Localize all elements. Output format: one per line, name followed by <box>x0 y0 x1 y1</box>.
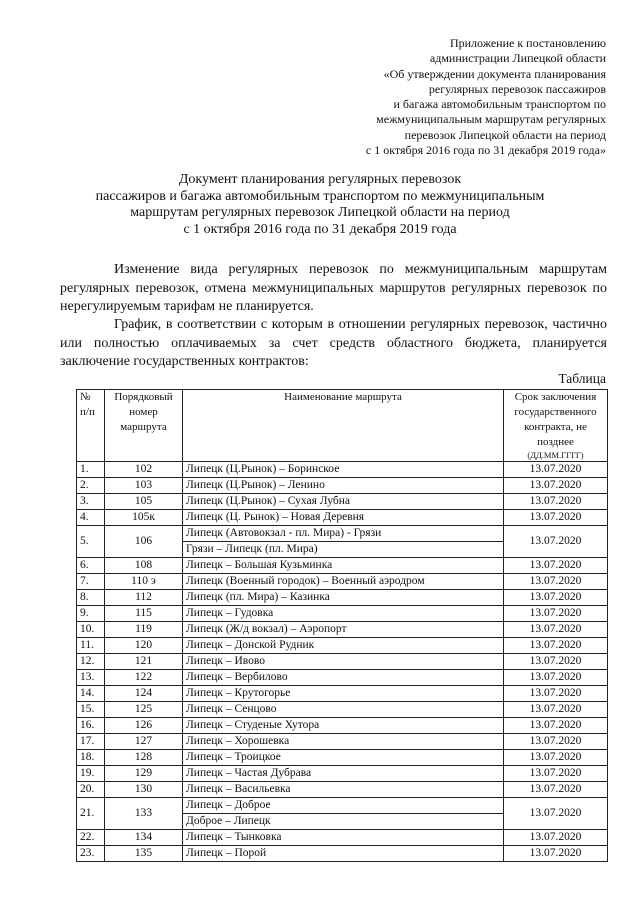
table-row <box>77 654 608 670</box>
routes-table <box>76 389 608 862</box>
row-number: 5. <box>77 526 105 558</box>
table-row <box>77 782 608 798</box>
header-deadline-format: (ДД.ММ.ГГГГ) <box>527 450 584 460</box>
contract-deadline: 13.07.2020 <box>504 622 608 638</box>
table-row <box>77 494 608 510</box>
contract-deadline: 13.07.2020 <box>504 638 608 654</box>
paragraph-contract-schedule: График, в соответствии с которым в отношении регулярных перевозок, частично или полностью оплачиваемых за счет средств областного бюджета, планируется заключение государственных контрактов: <box>60 317 607 369</box>
contract-deadline: 13.07.2020 <box>504 750 608 766</box>
row-number: 18. <box>77 750 105 766</box>
table-row <box>77 734 608 750</box>
row-number: 1. <box>77 462 105 478</box>
header-route-name: Наименование маршрута <box>183 390 504 462</box>
contract-deadline: 13.07.2020 <box>504 574 608 590</box>
route-code: 133 <box>105 798 183 830</box>
table-row <box>77 526 608 542</box>
row-number: 15. <box>77 702 105 718</box>
table-row <box>77 750 608 766</box>
table-row <box>77 702 608 718</box>
route-name: Липецк – Васильевка <box>183 782 504 798</box>
route-name: Липецк – Хорошевка <box>183 734 504 750</box>
table-row <box>77 830 608 846</box>
route-code: 105к <box>105 510 183 526</box>
row-number: 17. <box>77 734 105 750</box>
route-name: Липецк – Большая Кузьминка <box>183 558 504 574</box>
route-name: Липецк – Студеные Хутора <box>183 718 504 734</box>
route-name: Липецк – Порой <box>183 846 504 862</box>
title-line: пассажиров и багажа автомобильным транспортом по межмуниципальным <box>95 188 545 204</box>
route-name: Липецк (Ц.Рынок) – Боринское <box>183 462 504 478</box>
appendix-line: «Об утверждении документа планирования <box>383 66 606 81</box>
contract-deadline: 13.07.2020 <box>504 494 608 510</box>
route-code: 128 <box>105 750 183 766</box>
row-number: 3. <box>77 494 105 510</box>
route-code: 119 <box>105 622 183 638</box>
table-row <box>77 686 608 702</box>
route-name: Липецк – Доброе <box>183 798 504 814</box>
route-name: Липецк (Военный городок) – Военный аэродром <box>183 574 504 590</box>
table-row <box>77 478 608 494</box>
route-name: Липецк (Ц.Рынок) – Ленино <box>183 478 504 494</box>
table-row <box>77 622 608 638</box>
row-number: 21. <box>77 798 105 830</box>
route-name: Липецк – Донской Рудник <box>183 638 504 654</box>
title-line: маршрутам регулярных перевозок Липецкой области на период <box>130 205 510 220</box>
row-number: 9. <box>77 606 105 622</box>
paragraph-tariff-change: Изменение вида регулярных перевозок по межмуниципальным маршрутам регулярных перевозок, отмена межмуниципальных маршрутов регулярных перевозок по нерегулируемым тарифам не планируется. <box>60 262 607 314</box>
route-code: 127 <box>105 734 183 750</box>
header-deadline-label: Срок заключения государственного контракта, не позднее <box>514 391 597 448</box>
table-row <box>77 670 608 686</box>
route-code: 102 <box>105 462 183 478</box>
route-name: Липецк – Гудовка <box>183 606 504 622</box>
contract-deadline: 13.07.2020 <box>504 526 608 558</box>
contract-deadline: 13.07.2020 <box>504 766 608 782</box>
document-title <box>60 172 580 238</box>
route-code: 105 <box>105 494 183 510</box>
row-number: 16. <box>77 718 105 734</box>
row-number: 2. <box>77 478 105 494</box>
table-row <box>77 606 608 622</box>
contract-deadline: 13.07.2020 <box>504 798 608 830</box>
row-number: 10. <box>77 622 105 638</box>
table-row <box>77 574 608 590</box>
route-code: 110 э <box>105 574 183 590</box>
contract-deadline: 13.07.2020 <box>504 654 608 670</box>
table-row <box>77 590 608 606</box>
route-code: 125 <box>105 702 183 718</box>
row-number: 7. <box>77 574 105 590</box>
contract-deadline: 13.07.2020 <box>504 734 608 750</box>
route-code: 121 <box>105 654 183 670</box>
appendix-line: с 1 октября 2016 года по 31 декабря 2019 года» <box>365 143 606 158</box>
title-line: Документ планирования регулярных перевозок <box>178 172 462 187</box>
row-number: 8. <box>77 590 105 606</box>
table-header-row <box>77 390 608 462</box>
table-row <box>77 718 608 734</box>
route-code: 108 <box>105 558 183 574</box>
route-code: 115 <box>105 606 183 622</box>
route-name: Липецк (Автовокзал - пл. Мира) - Грязи <box>183 526 504 542</box>
table-caption: Таблица <box>558 371 606 386</box>
route-code: 124 <box>105 686 183 702</box>
header-deadline <box>504 390 608 462</box>
row-number: 6. <box>77 558 105 574</box>
contract-deadline: 13.07.2020 <box>504 670 608 686</box>
route-code: 126 <box>105 718 183 734</box>
contract-deadline: 13.07.2020 <box>504 510 608 526</box>
route-name: Липецк – Ивово <box>183 654 504 670</box>
contract-deadline: 13.07.2020 <box>504 718 608 734</box>
contract-deadline: 13.07.2020 <box>504 462 608 478</box>
appendix-line: и багажа автомобильным транспортом по <box>393 97 606 112</box>
route-code: 103 <box>105 478 183 494</box>
appendix-line: Приложение к постановлению <box>449 36 606 50</box>
route-name: Липецк – Троицкое <box>183 750 504 766</box>
route-name: Грязи – Липецк (пл. Мира) <box>183 542 504 558</box>
route-code: 106 <box>105 526 183 558</box>
route-name: Липецк – Сенцово <box>183 702 504 718</box>
contract-deadline: 13.07.2020 <box>504 846 608 862</box>
contract-deadline: 13.07.2020 <box>504 686 608 702</box>
contract-deadline: 13.07.2020 <box>504 606 608 622</box>
table-row <box>77 766 608 782</box>
route-name: Липецк – Крутогорье <box>183 686 504 702</box>
appendix-line: перевозок Липецкой области на период <box>404 127 606 142</box>
title-line: с 1 октября 2016 года по 31 декабря 2019 года <box>183 221 457 237</box>
table-row <box>77 846 608 862</box>
route-name: Липецк – Вербилово <box>183 670 504 686</box>
contract-deadline: 13.07.2020 <box>504 782 608 798</box>
route-code: 134 <box>105 830 183 846</box>
contract-deadline: 13.07.2020 <box>504 702 608 718</box>
table-row <box>77 638 608 654</box>
table-body <box>77 462 608 862</box>
route-name: Доброе – Липецк <box>183 814 504 830</box>
row-number: 22. <box>77 830 105 846</box>
appendix-line: межмуниципальным маршрутам регулярных <box>376 112 606 127</box>
table-row <box>77 462 608 478</box>
route-code: 112 <box>105 590 183 606</box>
row-number: 14. <box>77 686 105 702</box>
row-number: 12. <box>77 654 105 670</box>
route-name: Липецк (Ж/д вокзал) – Аэропорт <box>183 622 504 638</box>
contract-deadline: 13.07.2020 <box>504 558 608 574</box>
row-number: 11. <box>77 638 105 654</box>
row-number: 19. <box>77 766 105 782</box>
table-row <box>77 798 608 814</box>
route-code: 135 <box>105 846 183 862</box>
header-num: № п/п <box>77 390 105 462</box>
row-number: 20. <box>77 782 105 798</box>
header-route-code: Порядковый номер маршрута <box>105 390 183 462</box>
route-name: Липецк (Ц. Рынок) – Новая Деревня <box>183 510 504 526</box>
contract-deadline: 13.07.2020 <box>504 590 608 606</box>
route-name: Липецк (пл. Мира) – Казинка <box>183 590 504 606</box>
contract-deadline: 13.07.2020 <box>504 478 608 494</box>
row-number: 23. <box>77 846 105 862</box>
row-number: 13. <box>77 670 105 686</box>
route-code: 130 <box>105 782 183 798</box>
route-name: Липецк – Тынковка <box>183 830 504 846</box>
route-name: Липецк – Частая Дубрава <box>183 766 504 782</box>
route-code: 120 <box>105 638 183 654</box>
appendix-line: регулярных перевозок пассажиров <box>428 81 606 96</box>
appendix-block <box>306 36 606 158</box>
route-code: 129 <box>105 766 183 782</box>
appendix-line: администрации Липецкой области <box>429 51 606 66</box>
route-name: Липецк (Ц.Рынок) – Сухая Лубна <box>183 494 504 510</box>
contract-deadline: 13.07.2020 <box>504 830 608 846</box>
table-row <box>77 558 608 574</box>
row-number: 4. <box>77 510 105 526</box>
table-row <box>77 510 608 526</box>
route-code: 122 <box>105 670 183 686</box>
